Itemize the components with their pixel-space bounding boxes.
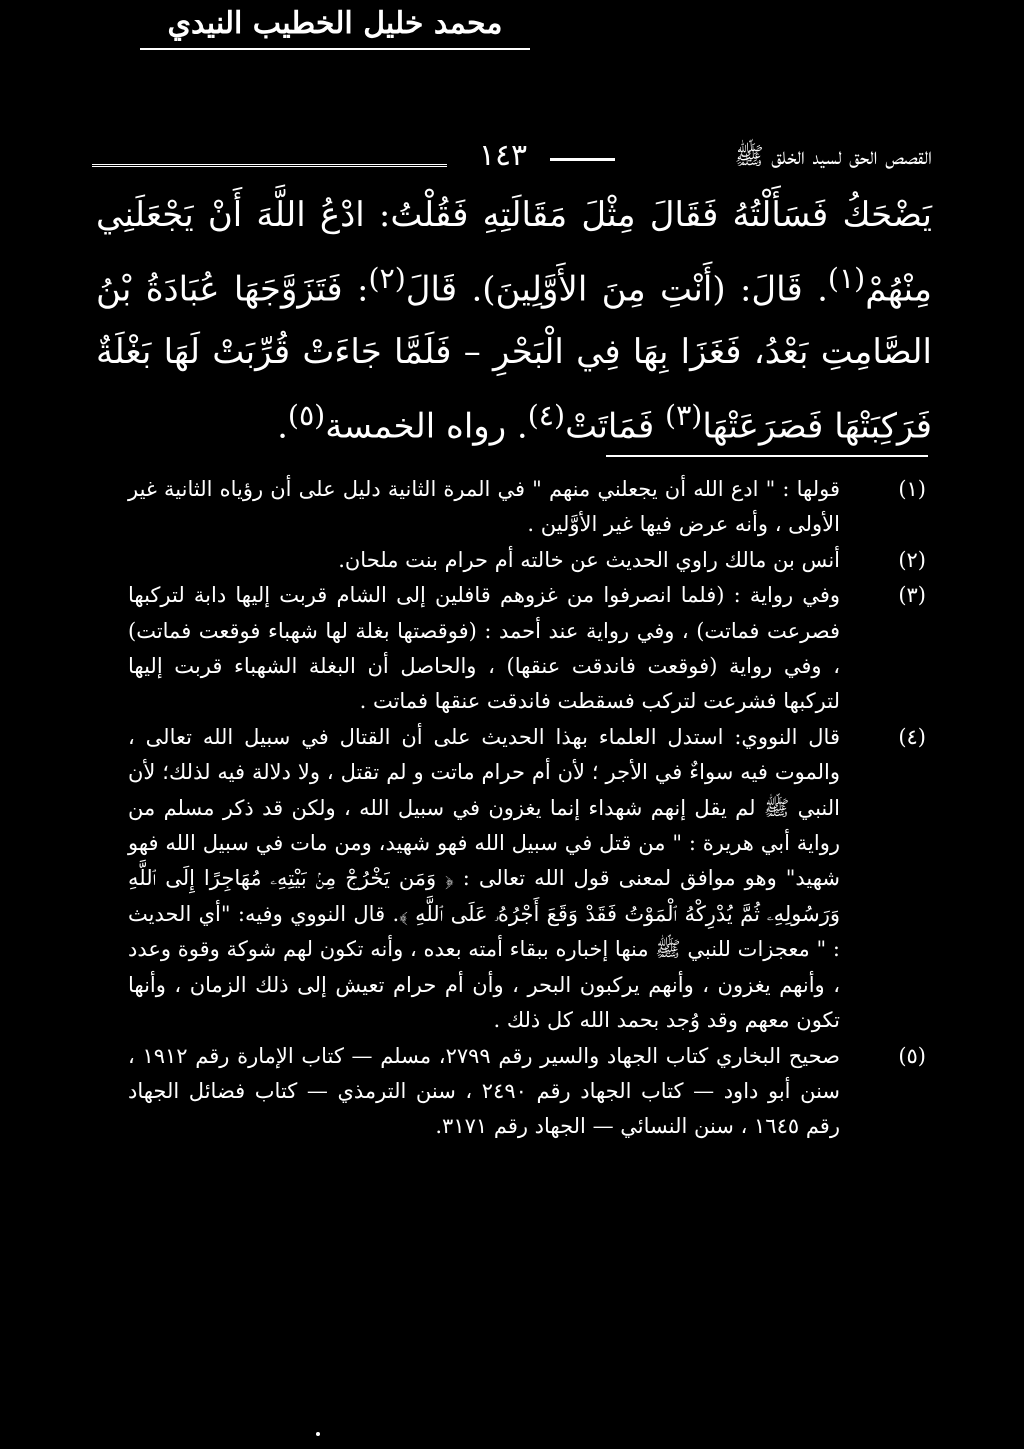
footnote-number: (٤) <box>898 724 926 749</box>
footnotes <box>128 472 926 1145</box>
footnote-ref: (٣) <box>665 399 703 433</box>
main-text <box>96 184 932 459</box>
header-rule-left <box>92 164 447 167</box>
footnote-ref: (٥) <box>287 399 326 433</box>
main-text-part: : فَتَزَوَّجَهَا عُبَادَةُ بْنُ الصَّامِتِ بَعْدُ، فَغَزَا بِهَا فِي الْبَحْرِ – فَلَمَّا جَاءَتْ قُرِّبَتْ لَهَا بَغْلَةٌ فَرَكِبَتْهَا فَصَرَعَتْهَا <box>96 269 932 447</box>
footnote-3 <box>128 578 926 720</box>
footnote-text: وفي رواية : (فلما انصرفوا من غزوهم قافلين إلى الشام قربت إليها دابة لتركبها فصرعت فماتت) ، وفي رواية عند أحمد : (فوقصتها بغلة لها شهباء فوقعت فماتت) ، وفي رواية (فوقعت فاندقت عنقها) ، والحاصل أن البغلة الشهباء قربت إليها لتركبها فشرعت لتركب فسقطت فاندقت عنقها فماتت . <box>128 583 840 714</box>
footnote-number: (١) <box>898 477 926 501</box>
main-text-part: يَضْحَكُ فَسَأَلْتُهُ فَقَالَ مِثْلَ مَقَالَتِهِ فَقُلْتُ: ادْعُ اللَّهَ أَنْ يَجْعَلَنِي مِنْهُمْ <box>96 195 932 310</box>
page-number: ١٤٣ <box>478 138 528 173</box>
footnote-ref: (٤) <box>527 399 566 433</box>
footnote-2 <box>128 543 926 578</box>
footnote-separator <box>606 455 928 457</box>
footnote-text: قال النووي: استدل العلماء بهذا الحديث على أن القتال في سبيل الله تعالى ، والموت فيه سواءٌ في الأجر ؛ لأن أم حرام ماتت و لم تقتل ، ولا دلالة فيه لذلك؛ لأن النبي ﷺ لم يقل إنهم شهداء إنما يغزون في سبيل الله ، ولكن قد ذكر مسلم من رواية أبي هريرة : " من قتل في سبيل الله فهو شهيد، ومن مات في سبيل الله فهو شهيد" وهو موافق لمعنى قول الله تعالى : ﴿ وَمَن يَخْرُجْ مِنۢ بَيْتِهِۦ مُهَاجِرًا إِلَى ٱللَّهِ وَرَسُولِهِۦ ثُمَّ يُدْرِكْهُ ٱلْمَوْتُ فَقَدْ وَقَعَ أَجْرُهُۥ عَلَى ٱللَّهِ ﴾. قال النووي وفيه: "أي الحديث : " معجزات للنبي ﷺ منها إخباره ببقاء أمته بعده ، وأنه تكون لهم شوكة وقوة وعدد ، وأنهم يغزون ، وأنهم يركبون البحر ، وأن أم حرام تعيش إلى ذلك الزمان ، وأنها تكون معهم وقد وُجد بحمد الله كل ذلك . <box>128 724 840 1033</box>
footnote-5 <box>128 1039 926 1145</box>
footnote-ref: (٢) <box>368 262 406 295</box>
running-header <box>92 136 932 180</box>
footnote-number: (٢) <box>898 547 926 572</box>
footnote-text: صحيح البخاري كتاب الجهاد والسير رقم ٢٧٩٩، مسلم — كتاب الإمارة رقم ١٩١٢ ، سنن أبو داود — كتاب الجهاد رقم ٢٤٩٠ ، سنن الترمذي — كتاب فضائل الجهاد رقم ١٦٤٥ ، سنن النسائي — الجهاد رقم ٣١٧١. <box>128 1043 841 1139</box>
footnote-number: (٣) <box>898 583 926 608</box>
main-text-part: . رواه الخمسة <box>325 406 528 447</box>
main-text-part: . <box>277 406 288 447</box>
scan-speck <box>316 1432 320 1436</box>
footnote-4 <box>128 720 926 1039</box>
main-text-part: . قَالَ: (أَنْتِ مِنَ الأَوَّلِينَ). قَالَ <box>405 269 828 310</box>
header-rule-middle <box>550 158 615 161</box>
footnote-text: أنس بن مالك راوي الحديث عن خالته أم حرام بنت ملحان. <box>338 547 840 572</box>
footnote-number: (٥) <box>898 1043 926 1068</box>
footnote-text: قولها : " ادع الله أن يجعلني منهم " في المرة الثانية دليل على أن رؤياه الثانية غير الأولى ، وأنه عرض فيها غير الأوَّلين . <box>128 477 840 537</box>
main-paragraph <box>96 184 932 459</box>
author-underline <box>140 48 530 50</box>
author-name: محمد خليل الخطيب النيدي <box>167 6 503 41</box>
main-text-part: فَمَاتَتْ <box>565 406 666 447</box>
footnote-ref: (١) <box>827 262 866 295</box>
running-title: القصص الحق لسيد الخلق ﷺ <box>734 142 932 170</box>
footnote-1 <box>128 472 926 543</box>
